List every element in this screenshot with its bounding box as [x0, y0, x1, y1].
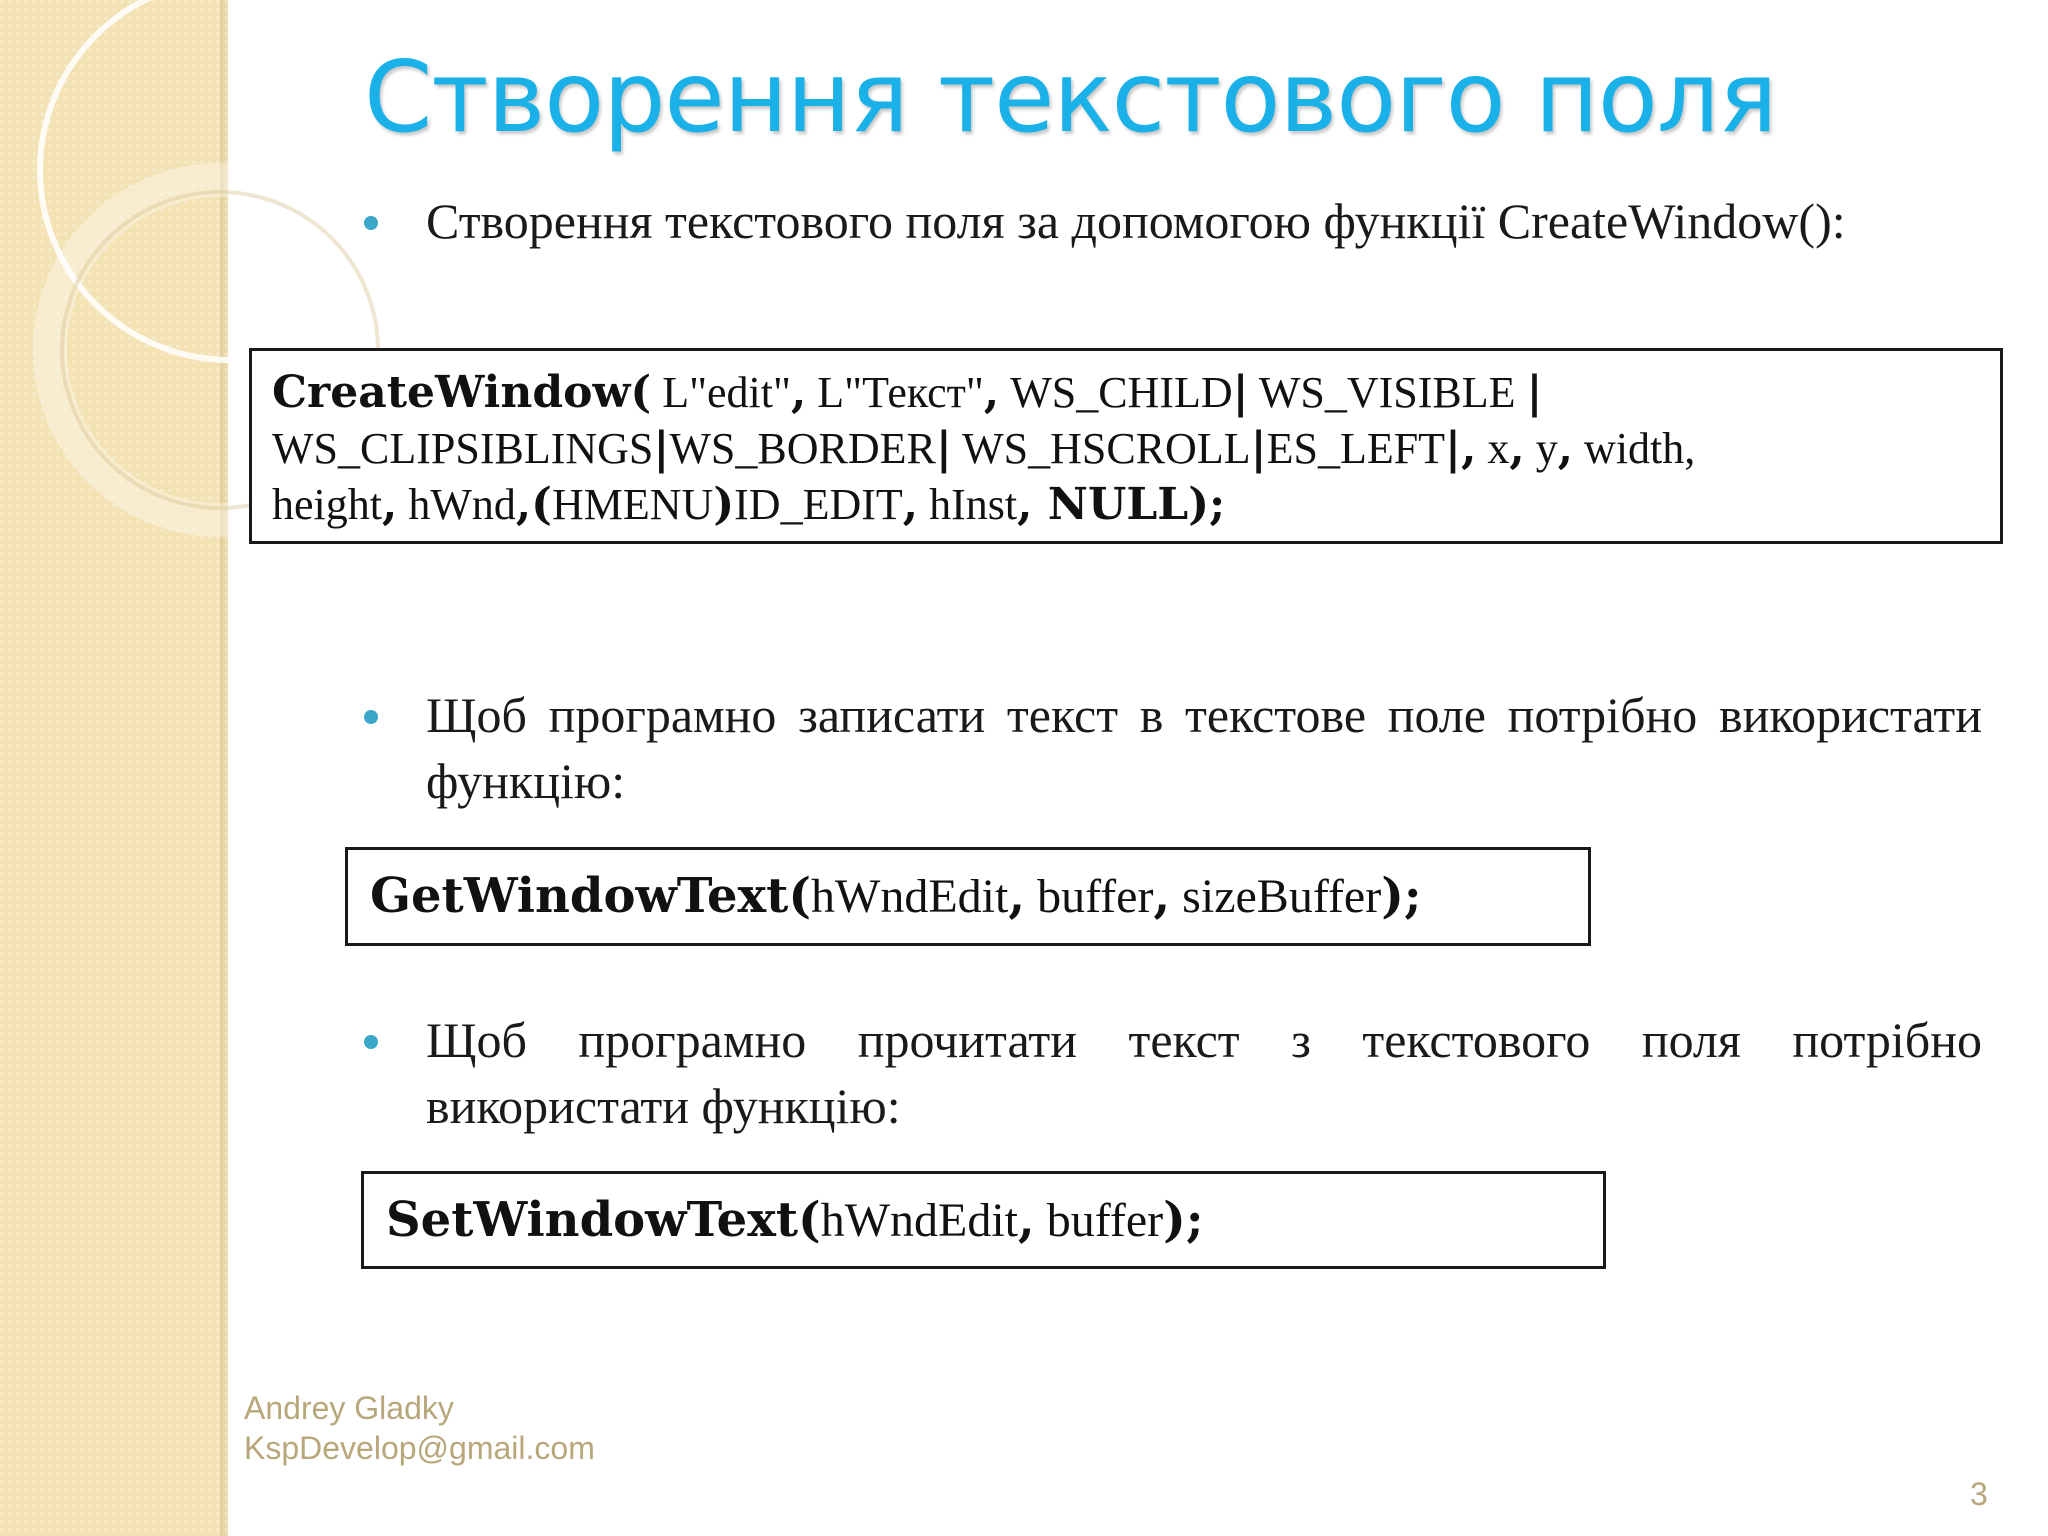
code-token-bold: SetWindowText(: [386, 1192, 821, 1248]
bullet-text-2: Щоб програмно записати текст в текстове поле потрібно використати функцію:: [426, 687, 1982, 809]
code-token: WS_VISIBLE: [1248, 368, 1527, 417]
code-token-bold: |: [1445, 423, 1462, 474]
code-token: ES_LEFT: [1266, 424, 1446, 473]
slide-title: Створення текстового поля: [364, 41, 1777, 155]
code-token: height: [272, 480, 382, 529]
code-token-bold: NULL);: [1032, 479, 1226, 530]
code-box-create-window: [249, 348, 2003, 544]
code-token-bold: |: [935, 423, 952, 474]
code-token-bold: ,: [790, 367, 807, 418]
code-line: [370, 864, 1566, 929]
code-token-bold: ): [713, 479, 735, 530]
footer-author: Andrey Gladky: [244, 1390, 454, 1426]
code-token: buffer: [1034, 1194, 1164, 1247]
code-line: [272, 365, 1980, 421]
code-token: WS_HSCROLL: [951, 424, 1251, 473]
code-token-bold: |: [1526, 367, 1543, 418]
footer-email: KspDevelop@gmail.com: [244, 1430, 595, 1466]
code-token-bold: ,: [983, 367, 1000, 418]
bullet-dot: [364, 1035, 378, 1049]
code-token: y: [1524, 424, 1558, 473]
code-token-bold: ,: [1008, 868, 1026, 924]
code-token-bold: ,: [381, 479, 398, 530]
code-box-set-window-text: [361, 1171, 1606, 1269]
code-token: WS_BORDER: [669, 424, 936, 473]
code-token: HMENU: [551, 480, 714, 529]
code-token-bold: );: [1163, 1192, 1204, 1248]
code-token-bold: GetWindowText(: [370, 868, 812, 924]
bullet-text-3: Щоб програмно прочитати текст з текстового поля потрібно використати функцію:: [426, 1012, 1982, 1134]
code-token: sizeBuffer: [1170, 870, 1382, 923]
bullet-dot: [364, 710, 378, 724]
code-token: hWndEdit: [820, 1194, 1019, 1247]
code-token-bold: ,: [902, 479, 919, 530]
code-token-bold: ,: [1017, 479, 1033, 530]
code-token-bold: CreateWindow(: [272, 367, 652, 418]
code-token-bold: );: [1381, 868, 1422, 924]
code-box-get-window-text: [345, 847, 1591, 946]
code-token-bold: ,(: [515, 479, 552, 530]
code-token: ID_EDIT: [734, 480, 903, 529]
code-token: hInst: [918, 480, 1018, 529]
code-token: WS_CLIPSIBLINGS: [272, 424, 654, 473]
code-token-bold: |: [1232, 367, 1249, 418]
code-token: x: [1476, 424, 1510, 473]
code-token-bold: ,: [1018, 1192, 1035, 1248]
code-token-bold: |: [1250, 423, 1267, 474]
code-token: L"edit": [651, 368, 791, 417]
code-token: hWnd: [397, 480, 516, 529]
code-token: buffer: [1025, 870, 1154, 923]
bullet-dot: [364, 216, 378, 230]
code-token-bold: |: [653, 423, 670, 474]
page-number: 3: [1970, 1476, 1988, 1512]
code-token-bold: ,: [1509, 423, 1525, 474]
code-line: [386, 1188, 1581, 1253]
footer: [244, 1388, 604, 1468]
code-token-bold: ,: [1461, 423, 1477, 474]
code-line: [272, 477, 1980, 533]
code-line: [272, 421, 1980, 477]
bullet-text-1: Створення текстового поля за допомогою функції CreateWindow():: [426, 193, 1846, 249]
code-token-bold: ,: [1557, 423, 1574, 474]
code-token-bold: ,: [1153, 868, 1171, 924]
code-token: L"Текст": [806, 368, 984, 417]
code-token: WS_CHILD: [999, 368, 1233, 417]
code-token: hWndEdit: [811, 870, 1009, 923]
code-token: width,: [1573, 424, 1696, 473]
